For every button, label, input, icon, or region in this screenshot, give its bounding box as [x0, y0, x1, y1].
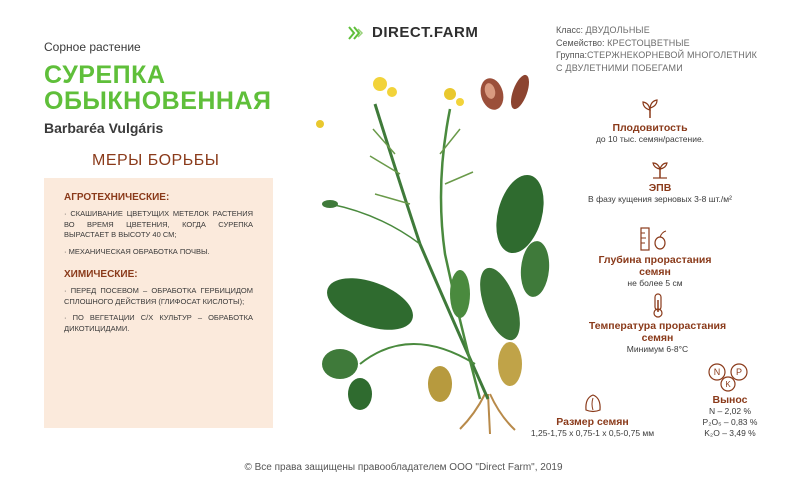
seed-size-value: 1,25-1,75 x 0,75-1 x 0,5-0,75 мм — [530, 428, 655, 438]
fertility-title: Плодовитость — [612, 122, 688, 134]
group-value-line1: СТЕРЖНЕКОРНЕВОЙ МНОГОЛЕТНИК — [587, 50, 758, 60]
group-value-line2: С ДВУЛЕТНИМИ ПОБЕГАМИ — [556, 62, 683, 73]
npk-letter-k: K — [725, 380, 731, 389]
npk-icon — [707, 362, 753, 392]
chem-item: · ПО ВЕГЕТАЦИИ С/Х КУЛЬТУР – ОБРАБОТКА ДИКОТИЦИДАМИ. — [64, 313, 253, 333]
footer-copyright: © Все права защищены правообладателем ООО "Direct Farm", 2019 — [244, 462, 563, 473]
plant-illustration — [300, 64, 550, 436]
class-value: ДВУДОЛЬНЫЕ — [585, 25, 650, 35]
chem-title: ХИМИЧЕСКИЕ: — [64, 269, 138, 280]
npk-letter-p: P — [735, 367, 743, 377]
family-label: Семейство: — [556, 37, 605, 48]
agro-item: · МЕХАНИЧЕСКАЯ ОБРАБОТКА ПОЧВЫ. — [64, 246, 210, 256]
depth-title-line2: семян — [639, 266, 671, 278]
depth-title-line1: Глубина прорастания — [598, 254, 712, 266]
family-value: КРЕСТОЦВЕТНЫЕ — [607, 37, 690, 48]
weed-category: Сорное растение — [44, 40, 141, 54]
temperature-title-line2: семян — [641, 332, 674, 344]
class-label: Класс: — [556, 25, 583, 35]
removal-p: P₂O₅ – 0,83 % — [702, 417, 758, 427]
group-label: Группа: — [556, 50, 588, 60]
taxonomy — [556, 24, 796, 74]
logo-text: DIRECT.FARM — [372, 24, 479, 41]
plant-title — [44, 62, 272, 114]
thermometer-icon — [651, 292, 665, 318]
epv-block — [560, 160, 760, 205]
depth-block — [580, 226, 730, 289]
temperature-block — [570, 292, 745, 355]
temperature-title-line1: Температура прорастания — [588, 320, 727, 332]
plant-title-line1: СУРЕПКА — [44, 61, 166, 89]
measures-title: МЕРЫ БОРЬБЫ — [92, 152, 220, 169]
removal-k: K₂O – 3,49 % — [704, 428, 756, 438]
epv-title: ЭПВ — [648, 182, 672, 194]
measures-box — [44, 178, 273, 428]
seed-size-title: Размер семян — [556, 416, 629, 428]
removal-block — [680, 362, 780, 439]
sprout-icon — [649, 160, 671, 180]
agro-item: · СКАШИВАНИЕ ЦВЕТУЩИХ МЕТЕЛОК РАСТЕНИЯ ВО ВРЕМЯ ЦВЕТЕНИЯ, КОГДА СУРЕПКА ВЫРАСТАЕТ В ВЫСОТУ 40 СМ; — [64, 209, 253, 239]
npk-letter-n: N — [713, 367, 721, 377]
agro-title: АГРОТЕХНИЧЕСКИЕ: — [64, 192, 170, 203]
fertility-value: до 10 тыс. семян/растение. — [595, 134, 705, 144]
depth-value: не более 5 см — [627, 278, 683, 288]
seedling-icon — [639, 98, 661, 120]
brand-logo[interactable] — [348, 24, 478, 41]
seed-size-block — [510, 392, 675, 439]
temperature-value: Минимум 6-8°С — [626, 344, 689, 354]
epv-value: В фазу кущения зерновых 3-8 шт./м² — [588, 194, 732, 204]
logo-chevrons-icon — [348, 26, 364, 40]
fertility-block — [580, 98, 720, 145]
seed-icon — [581, 392, 605, 414]
removal-title: Вынос — [712, 394, 748, 406]
chem-item: · ПЕРЕД ПОСЕВОМ – ОБРАБОТКА ГЕРБИЦИДОМ СПЛОШНОГО ДЕЙСТВИЯ (ГЛИФОСАТ КИСЛОТЫ); — [64, 286, 253, 306]
depth-ruler-icon — [638, 226, 672, 252]
latin-name: Barbaréa Vulgáris — [44, 120, 164, 136]
removal-n: N – 2,02 % — [708, 406, 752, 416]
plant-title-line2: ОБЫКНОВЕННАЯ — [44, 87, 272, 115]
